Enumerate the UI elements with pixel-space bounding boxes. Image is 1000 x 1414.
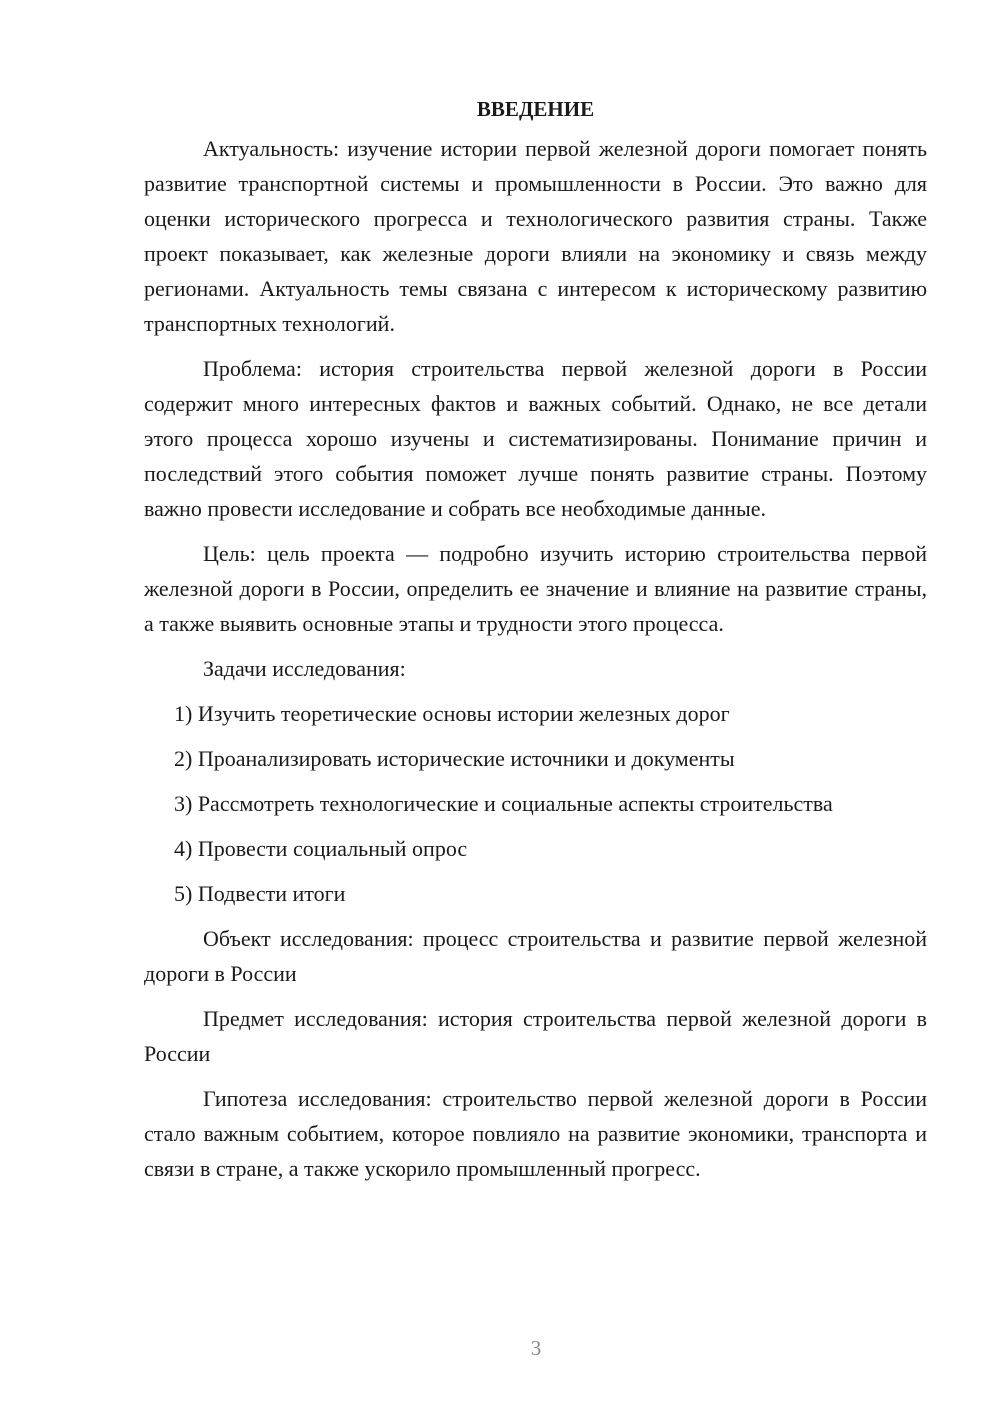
section-title: ВВЕДЕНИЕ	[476, 97, 595, 121]
problem-paragraph: Проблема: история строительства первой железной дороги в России содержит много интересных фактов и важных событий. Однако, не все детали этого процесса хорошо изучены и систематизированы. Понимание причин и последствий этого события поможет лучше понять развитие страны. Поэтому важно провести исследование и собрать все необходимые данные.	[144, 356, 927, 521]
task-item-2: 2) Проанализировать исторические источники и документы	[174, 746, 735, 771]
goal-paragraph: Цель: цель проекта — подробно изучить историю строительства первой железной дороги в России, определить ее значение и влияние на развитие страны, а также выявить основные этапы и трудности этого процесса.	[144, 541, 927, 636]
hypothesis-paragraph: Гипотеза исследования: строительство первой железной дороги в России стало важным событием, которое повлияло на развитие экономики, транспорта и связи в стране, а также ускорило промышленный прогресс.	[144, 1086, 927, 1181]
task-item-3: 3) Рассмотреть технологические и социальные аспекты строительства	[174, 791, 833, 816]
tasks-heading: Задачи исследования:	[203, 656, 406, 681]
relevance-paragraph: Актуальность: изучение истории первой железной дороги помогает понять развитие транспортной системы и промышленности в России. Это важно для оценки исторического прогресса и технологического развития страны. Также проект показывает, как железные дороги влияли на экономику и связь между регионами. Актуальность темы связана с интересом к историческому развитию транспортных технологий.	[144, 136, 927, 336]
task-item-4: 4) Провести социальный опрос	[174, 836, 468, 861]
task-list	[144, 696, 927, 911]
subject-paragraph: Предмет исследования: история строительства первой железной дороги в России	[144, 1006, 927, 1066]
object-paragraph: Объект исследования: процесс строительства и развитие первой железной дороги в России	[144, 926, 927, 986]
page-number: 3	[530, 1336, 542, 1360]
page-content	[144, 92, 927, 1186]
task-item-5: 5) Подвести итоги	[174, 881, 346, 906]
task-item-1: 1) Изучить теоретические основы истории железных дорог	[174, 701, 730, 726]
